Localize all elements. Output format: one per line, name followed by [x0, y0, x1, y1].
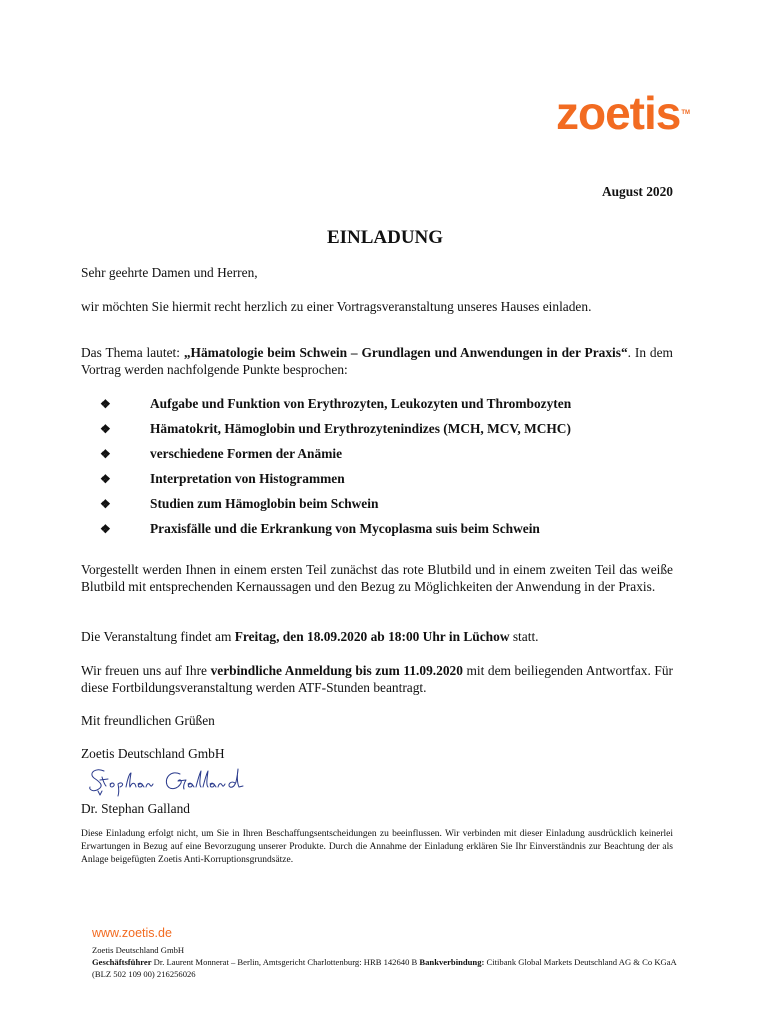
theme-suffix: . In dem Vortrag werden nachfolgende Punkte besprochen:: [81, 345, 673, 377]
signer-name: Dr. Stephan Galland: [81, 801, 190, 816]
event-paragraph: [81, 629, 673, 646]
managing-director-text: Dr. Laurent Monnerat – Berlin, Amtsgericht Charlottenburg: HRB 142640 B: [151, 957, 420, 967]
topic-text: Interpretation von Histogrammen: [150, 471, 345, 487]
list-item: [100, 467, 571, 492]
topic-text: Hämatokrit, Hämoglobin und Erythrozytenindizes (MCH, MCV, MCHC): [150, 421, 571, 437]
letter-date: August 2020: [601, 184, 673, 199]
salutation: Sehr geehrte Damen und Herren,: [81, 265, 258, 280]
topic-list: [100, 392, 571, 542]
intro-paragraph: wir möchten Sie hiermit recht herzlich zu einer Vortragsveranstaltung unseres Hauses einladen.: [81, 299, 592, 314]
topic-text: Studien zum Hämoglobin beim Schwein: [150, 496, 379, 512]
description-paragraph: Vorgestellt werden Ihnen in einem ersten Teil zunächst das rote Blutbild und in einem zweiten Teil das weiße Blutbild mit entsprechenden Kernaussagen und den Bezug zu Möglichkeiten der Anwendung in der Praxis.: [81, 562, 673, 594]
list-item: [100, 492, 571, 517]
event-suffix: statt.: [509, 629, 539, 644]
bank-details: Citibank Global Markets Deutschland AG & Co KGaA (BLZ 502 109 00) 216256026: [92, 957, 677, 979]
bullet-diamond-icon: ❖: [100, 497, 111, 512]
bank-label: Bankverbindung:: [419, 957, 485, 967]
topic-text: verschiedene Formen der Anämie: [150, 446, 343, 462]
registration-prefix: Wir freuen uns auf Ihre: [81, 663, 211, 678]
page-title: EINLADUNG: [326, 227, 444, 248]
event-date-location: Freitag, den 18.09.2020 ab 18:00 Uhr in Lüchow: [234, 629, 510, 644]
trademark-mark: TM: [681, 110, 691, 116]
bullet-diamond-icon: ❖: [100, 447, 111, 462]
closing-phrase: Mit freundlichen Grüßen: [81, 713, 215, 728]
registration-paragraph: [81, 663, 673, 696]
bullet-diamond-icon: ❖: [100, 522, 111, 537]
company-name: Zoetis Deutschland GmbH: [81, 746, 225, 761]
topic-text: Praxisfälle und die Erkrankung von Mycoplasma suis beim Schwein: [150, 521, 540, 537]
bullet-diamond-icon: ❖: [100, 422, 111, 437]
bullet-diamond-icon: ❖: [100, 397, 111, 412]
theme-title: „Hämatologie beim Schwein – Grundlagen und Anwendungen in der Praxis“: [183, 345, 628, 360]
disclaimer-text: Diese Einladung erfolgt nicht, um Sie in Ihren Beschaffungsentscheidungen zu beeinflussen. Wir verbinden mit dieser Einladung ausdrücklich keinerlei Erwartungen in Bezug auf eine Bevorzugung unserer Produkte. Durch die Annahme der Einladung erklären Sie Ihr Einverständnis zur Beachtung der als Anlage beigefügten Zoetis Anti-Korruptionsgrundsätze.: [81, 829, 673, 865]
list-item: [100, 442, 571, 467]
bullet-diamond-icon: ❖: [100, 472, 111, 487]
managing-director-label: Geschäftsführer: [92, 957, 152, 967]
footer-company: Zoetis Deutschland GmbH: [92, 945, 185, 955]
registration-suffix: mit dem beiliegenden Antwortfax. Für diese Fortbildungsveranstaltung werden ATF-Stunden beantragt.: [81, 663, 673, 695]
list-item: [100, 417, 571, 442]
theme-paragraph: [81, 345, 673, 378]
list-item: [100, 392, 571, 417]
list-item: [100, 517, 571, 542]
theme-prefix: Das Thema lautet:: [81, 345, 184, 360]
website-link[interactable]: www.zoetis.de: [92, 926, 172, 940]
logo-wordmark: zoetis: [556, 87, 681, 139]
registration-deadline: verbindliche Anmeldung bis zum 11.09.2020: [210, 663, 463, 678]
handwritten-signature: [86, 765, 266, 799]
footer-legal: [92, 944, 692, 980]
event-prefix: Die Veranstaltung findet am: [81, 629, 235, 644]
zoetis-logo: [556, 88, 690, 138]
topic-text: Aufgabe und Funktion von Erythrozyten, Leukozyten und Thrombozyten: [150, 396, 572, 412]
footer-details: [92, 956, 692, 980]
